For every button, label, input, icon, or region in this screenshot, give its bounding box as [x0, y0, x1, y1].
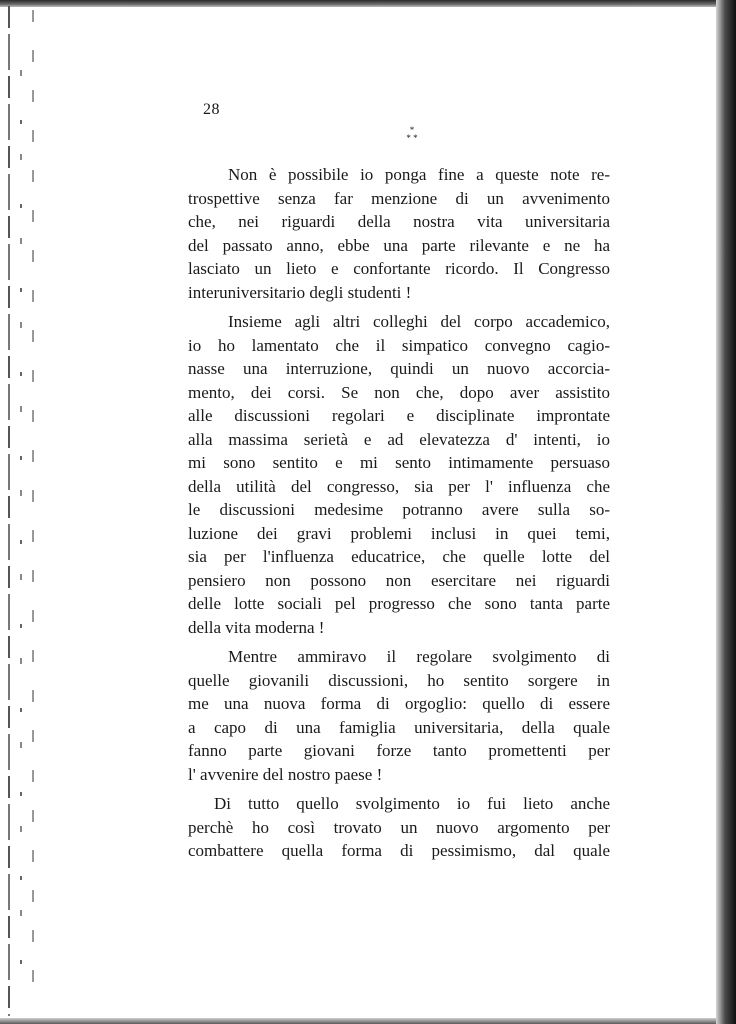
text-line: delle lotte sociali pel progresso che sono tanta parte	[188, 594, 610, 613]
text-line: della vita moderna !	[188, 617, 325, 637]
scan-edge-line	[8, 6, 10, 1016]
body-text	[188, 163, 610, 863]
text-line: a capo di una famiglia universitaria, della quale	[188, 717, 610, 737]
text-line: nasse una interruzione, quindi un nuovo accorcia-	[188, 359, 610, 378]
text-line: Mentre ammiravo il regolare svolgimento di	[228, 647, 610, 666]
text-line: combattere quella forma di pessimismo, dal quale	[188, 841, 610, 860]
page-number: 28	[203, 101, 220, 118]
scan-edge-line	[32, 10, 34, 1010]
text-line: pensiero non possono non esercitare nei riguardi	[188, 570, 610, 590]
scan-bottom-edge	[0, 1018, 716, 1024]
text-line: mi sono sentito e mi sento intimamente persuaso	[188, 453, 610, 472]
text-line: perchè ho così trovato un nuovo argomento per	[188, 817, 610, 837]
asterism-bottom: * *	[406, 133, 418, 143]
text-line: sia per l'influenza educatrice, che quelle lotte del	[188, 547, 610, 566]
text-line: quelle giovanili discussioni, ho sentito sorgere in	[188, 670, 610, 690]
text-line: l' avvenire del nostro paese !	[188, 764, 383, 784]
scan-right-edge	[716, 0, 736, 1024]
scan-top-edge	[0, 0, 736, 7]
text-line: alla massima serietà e ad elevatezza d' intenti, io	[188, 429, 610, 449]
text-line: alle discussioni regolari e disciplinate improntate	[188, 406, 610, 425]
text-line: trospettive senza far menzione di un avvenimento	[188, 188, 610, 208]
text-line: luzione dei gravi problemi inclusi in quei temi,	[188, 523, 610, 543]
text-line: della utilità del congresso, sia per l' influenza che	[188, 476, 610, 496]
text-line: fanno parte giovani forze tanto promettenti per	[188, 741, 610, 760]
text-line: mento, dei corsi. Se non che, dopo aver assistito	[188, 382, 610, 402]
text-line: Insieme agli altri colleghi del corpo accademico,	[228, 312, 610, 331]
text-line: le discussioni medesime potranno avere sulla so-	[188, 500, 610, 519]
scan-edge-line	[20, 40, 22, 990]
scan-left-edge	[0, 0, 38, 1024]
text-line: del passato anno, ebbe una parte rilevante e ne ha	[188, 235, 610, 255]
text-line: che, nei riguardi della nostra vita universitaria	[188, 212, 610, 231]
text-line: Di tutto quello svolgimento io fui lieto anche	[214, 794, 610, 813]
text-line: Non è possibile io ponga fine a queste note re-	[228, 165, 610, 184]
text-line: io ho lamentato che il simpatico convegno cagio-	[188, 335, 610, 355]
asterism-top: *	[409, 125, 415, 135]
text-line: interuniversitario degli studenti !	[188, 282, 412, 302]
text-line: me una nuova forma di orgoglio: quello di essere	[188, 694, 610, 713]
section-separator	[398, 126, 426, 150]
text-line: lasciato un lieto e confortante ricordo. Il Congresso	[188, 259, 610, 278]
